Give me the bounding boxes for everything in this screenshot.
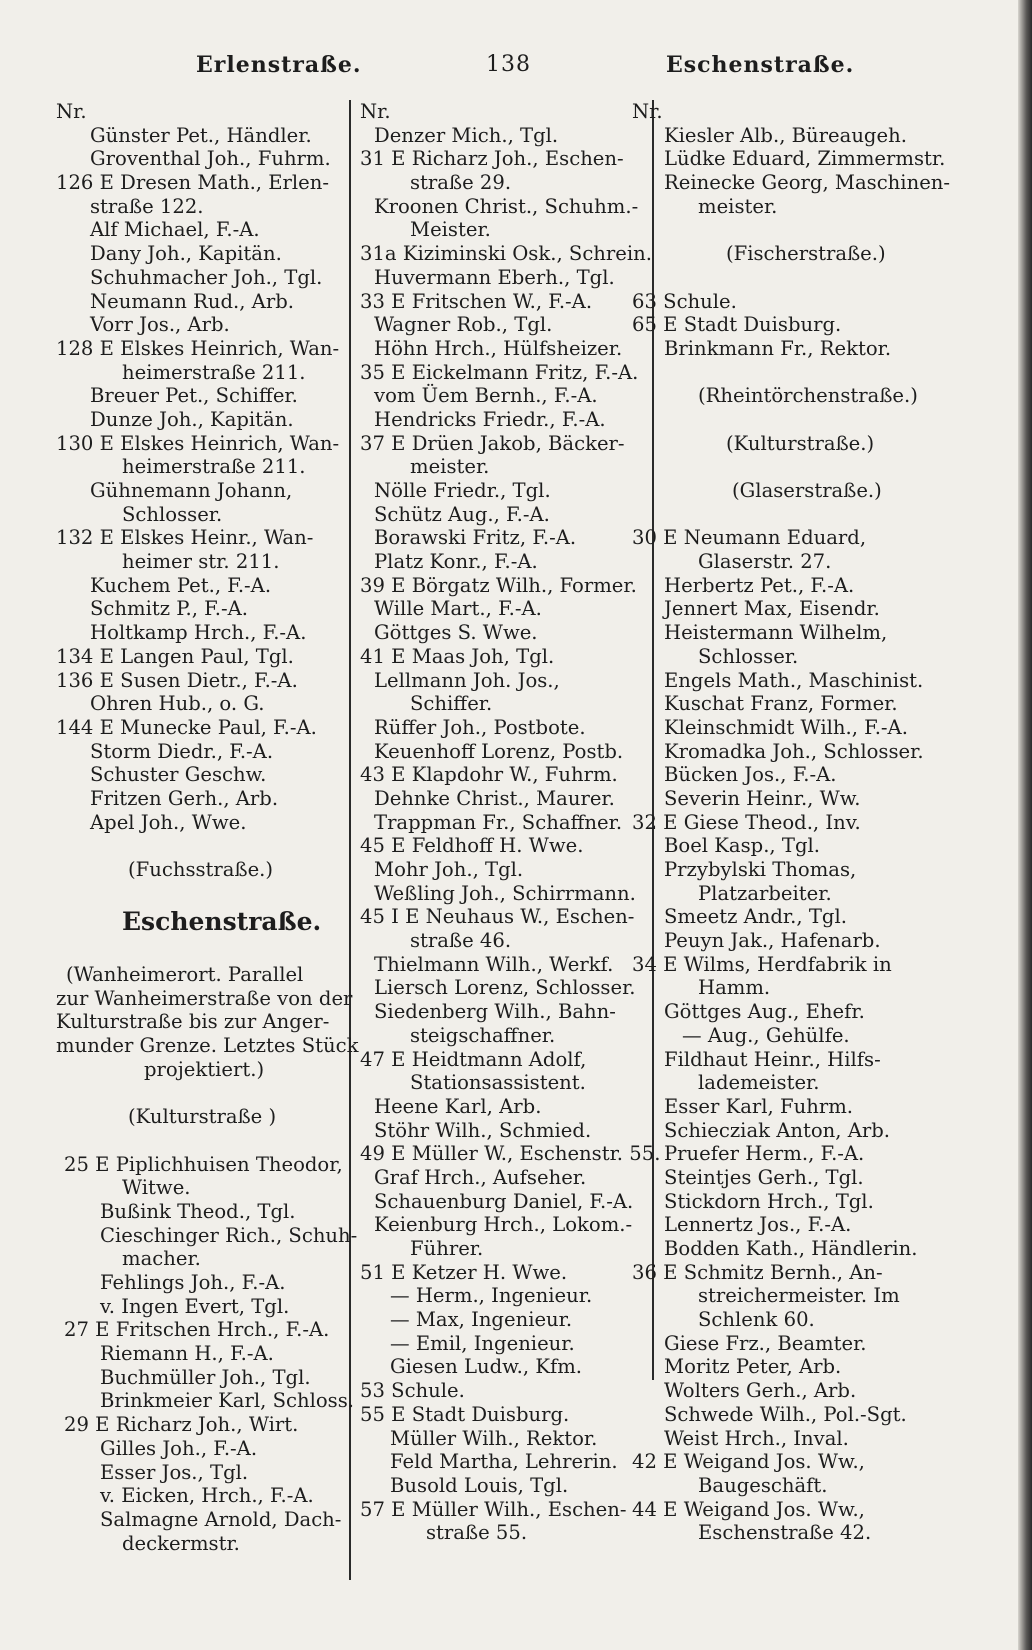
page-number: 138 [486, 52, 531, 77]
directory-line: 31 E Richarz Joh., Eschen- [360, 147, 624, 171]
directory-line: Boel Kasp., Tgl. [664, 834, 820, 858]
directory-line: — Emil, Ingenieur. [390, 1331, 575, 1355]
directory-line: (Fuchsstraße.) [128, 858, 274, 881]
directory-line: Kromadka Joh., Schlosser. [664, 739, 924, 763]
directory-line: Keuenhoff Lorenz, Postb. [374, 739, 624, 763]
directory-line: Riemann H., F.-A. [100, 1342, 274, 1366]
directory-line: Liersch Lorenz, Schlosser. [374, 976, 636, 1000]
directory-line: Herbertz Pet., F.-A. [664, 573, 855, 597]
directory-line: 42 E Weigand Jos. Ww., [632, 1450, 865, 1474]
directory-line: — Aug., Gehülfe. [682, 1023, 850, 1047]
directory-line: 47 E Heidtmann Adolf, [360, 1047, 587, 1071]
directory-line: lademeister. [698, 1071, 820, 1095]
directory-line: Esser Jos., Tgl. [100, 1460, 249, 1484]
directory-line: Kleinschmidt Wilh., F.-A. [664, 715, 908, 739]
directory-line: (Wanheimerort. Parallel [66, 963, 304, 987]
directory-line: Schuster Geschw. [90, 763, 267, 787]
directory-line: Hamm. [698, 976, 771, 1000]
directory-line: Huvermann Eberh., Tgl. [374, 265, 615, 289]
directory-line: Schlosser. [698, 644, 799, 668]
directory-line: Dehnke Christ., Maurer. [374, 786, 615, 810]
directory-line [632, 408, 962, 432]
directory-line: Peuyn Jak., Hafenarb. [664, 929, 881, 953]
directory-line: Lellmann Joh. Jos., [374, 668, 560, 692]
directory-line: 36 E Schmitz Bernh., An- [632, 1260, 883, 1284]
directory-line: meister. [410, 455, 490, 479]
directory-line: 57 E Müller Wilh., Eschen- [360, 1497, 627, 1521]
directory-line: steigschaffner. [410, 1023, 556, 1047]
directory-line [632, 361, 962, 385]
directory-line: 130 E Elskes Heinrich, Wan- [56, 431, 340, 455]
directory-line: Weist Hrch., Inval. [664, 1426, 849, 1450]
directory-line: macher. [122, 1247, 201, 1271]
directory-line: Storm Diedr., F.-A. [90, 739, 274, 763]
directory-line: Schütz Aug., F.-A. [374, 502, 550, 526]
directory-line: (Glaserstraße.) [732, 479, 882, 502]
directory-line [56, 1129, 356, 1153]
directory-line: Reinecke Georg, Maschinen- [664, 171, 951, 195]
directory-line: Trappman Fr., Schaffner. [374, 810, 623, 834]
directory-line: 65 E Stadt Duisburg. [632, 313, 842, 337]
directory-line: Schwede Wilh., Pol.-Sgt. [664, 1402, 907, 1426]
directory-line: Alf Michael, F.-A. [90, 218, 260, 242]
directory-line: v. Ingen Evert, Tgl. [100, 1294, 290, 1318]
directory-line: Nr. [56, 100, 87, 123]
directory-line: Nr. [360, 100, 391, 123]
directory-line [632, 503, 962, 527]
directory-line: — Max, Ingenieur. [390, 1308, 573, 1332]
directory-line: Steintjes Gerh., Tgl. [664, 1165, 864, 1189]
directory-line: straße 122. [90, 194, 204, 218]
directory-line: 29 E Richarz Joh., Wirt. [64, 1413, 299, 1437]
directory-line: 32 E Giese Theod., Inv. [632, 810, 861, 834]
directory-line [56, 939, 356, 963]
directory-line [632, 455, 962, 479]
directory-line: Dunze Joh., Kapitän. [90, 407, 294, 431]
directory-line: Höhn Hrch., Hülfsheizer. [374, 336, 623, 360]
directory-line: Schiffer. [410, 692, 493, 716]
directory-line: vom Üem Bernh., F.-A. [374, 384, 598, 408]
directory-line: Borawski Fritz, F.-A. [374, 526, 577, 550]
directory-line: 30 E Neumann Eduard, [632, 526, 867, 550]
directory-line: projektiert.) [144, 1057, 265, 1081]
directory-line: Feld Martha, Lehrerin. [390, 1450, 618, 1474]
directory-line: 37 E Drüen Jakob, Bäcker- [360, 431, 625, 455]
directory-line: Fildhaut Heinr., Hilfs- [664, 1047, 881, 1071]
directory-line: 136 E Susen Dietr., F.-A. [56, 668, 298, 692]
directory-line: 45 E Feldhoff H. Wwe. [360, 834, 584, 858]
column-1 [56, 100, 359, 1555]
directory-line: Severin Heinr., Ww. [664, 786, 861, 810]
directory-line: Witwe. [122, 1176, 191, 1200]
directory-line: Esser Karl, Fuhrm. [664, 1094, 854, 1118]
directory-line: Keienburg Hrch., Lokom.- [374, 1213, 633, 1237]
directory-line: Göttges Aug., Ehefr. [664, 1000, 865, 1024]
directory-line: Fritzen Gerh., Arb. [90, 786, 279, 810]
directory-line: Stickdorn Hrch., Tgl. [664, 1189, 874, 1213]
directory-line: Przybylski Thomas, [664, 858, 857, 881]
directory-line: (Kulturstraße.) [726, 431, 875, 455]
directory-line: Hendricks Friedr., F.-A. [374, 407, 606, 431]
directory-line: (Rheintörchenstraße.) [698, 384, 918, 408]
directory-line: Kuschat Franz, Former. [664, 692, 898, 716]
directory-line: Heene Karl, Arb. [374, 1094, 542, 1118]
directory-line: Ohren Hub., o. G. [90, 692, 265, 716]
directory-line: 63 Schule. [632, 289, 737, 313]
directory-line: 25 E Piplichhuisen Theodor, [64, 1152, 343, 1176]
directory-line: Giesen Ludw., Kfm. [390, 1355, 583, 1379]
directory-line: Neumann Rud., Arb. [90, 289, 294, 313]
directory-line: munder Grenze. Letztes Stück [56, 1034, 359, 1058]
directory-line: Schmitz P., F.-A. [90, 597, 248, 621]
directory-line: 41 E Maas Joh, Tgl. [360, 644, 555, 668]
directory-line: Giese Frz., Beamter. [664, 1331, 867, 1355]
directory-line: Wille Mart., F.-A. [374, 597, 542, 621]
directory-line: Gühnemann Johann, [90, 479, 293, 502]
directory-line: streichermeister. Im [698, 1284, 900, 1308]
directory-line: 51 E Ketzer H. Wwe. [360, 1260, 568, 1284]
directory-line: Glaserstr. 27. [698, 550, 832, 574]
directory-line: Siedenberg Wilh., Bahn- [374, 1000, 616, 1024]
directory-line: Busold Louis, Tgl. [390, 1473, 569, 1497]
directory-line [632, 218, 962, 242]
page-header [0, 52, 1000, 82]
directory-line: 27 E Fritschen Hrch., F.-A. [64, 1318, 330, 1342]
directory-line: (Kulturstraße ) [128, 1105, 277, 1129]
directory-line: 126 E Dresen Math., Erlen- [56, 171, 330, 195]
directory-line: Apel Joh., Wwe. [90, 810, 247, 834]
directory-line: Moritz Peter, Arb. [664, 1355, 842, 1379]
directory-line: Bücken Jos., F.-A. [664, 763, 837, 787]
column-2 [360, 100, 661, 1545]
directory-line: Gilles Joh., F.-A. [100, 1436, 258, 1460]
directory-line: Müller Wilh., Rektor. [390, 1426, 598, 1450]
directory-line: Bodden Kath., Händlerin. [664, 1237, 918, 1260]
directory-line: Brinkmeier Karl, Schloss. [100, 1389, 354, 1413]
directory-line: Engels Math., Maschinist. [664, 668, 924, 692]
book-edge [1018, 0, 1032, 1650]
directory-line [56, 882, 356, 906]
directory-line: Vorr Jos., Arb. [90, 313, 230, 337]
directory-line: heimer str. 211. [122, 550, 280, 574]
directory-line: Platz Konr., F.-A. [374, 550, 538, 574]
directory-line: heimerstraße 211. [122, 455, 306, 479]
directory-line: 128 E Elskes Heinrich, Wan- [56, 336, 340, 360]
directory-line: Denzer Mich., Tgl. [374, 123, 559, 147]
directory-line: Stationsassistent. [410, 1071, 586, 1095]
directory-line: Smeetz Andr., Tgl. [664, 905, 847, 929]
directory-line: Kuchem Pet., F.-A. [90, 573, 272, 597]
directory-line: Lennertz Jos., F.-A. [664, 1213, 852, 1237]
directory-line: 144 E Munecke Paul, F.-A. [56, 715, 317, 739]
directory-line: Jennert Max, Eisendr. [664, 597, 880, 621]
directory-line: Schiecziak Anton, Arb. [664, 1118, 891, 1142]
directory-line: Breuer Pet., Schiffer. [90, 384, 298, 408]
directory-line: Rüffer Joh., Postbote. [374, 715, 586, 739]
directory-line: Salmagne Arnold, Dach- [100, 1507, 342, 1531]
directory-line: Thielmann Wilh., Werkf. [374, 952, 614, 976]
directory-line: straße 29. [410, 171, 512, 195]
directory-line: Holtkamp Hrch., F.-A. [90, 621, 307, 645]
directory-line: Günster Pet., Händler. [90, 123, 312, 147]
directory-line: Führer. [410, 1237, 484, 1260]
directory-line [632, 266, 962, 290]
directory-line: Schlenk 60. [698, 1308, 815, 1332]
directory-line: Schauenburg Daniel, F.-A. [374, 1189, 634, 1213]
directory-line: 43 E Klapdohr W., Fuhrm. [360, 763, 618, 787]
directory-line: 55 E Stadt Duisburg. [360, 1402, 570, 1426]
directory-line: Meister. [410, 218, 491, 242]
directory-line: Wolters Gerh., Arb. [664, 1379, 857, 1403]
directory-line: 44 E Weigand Jos. Ww., [632, 1497, 865, 1521]
directory-line: v. Eicken, Hrch., F.-A. [100, 1484, 314, 1508]
directory-line [56, 1082, 356, 1106]
directory-line: Nr. [632, 100, 663, 123]
directory-line: — Herm., Ingenieur. [390, 1284, 593, 1308]
directory-line: Groventhal Joh., Fuhrm. [90, 147, 331, 171]
directory-line: straße 46. [410, 929, 512, 953]
directory-line: 31a Kiziminski Osk., Schrein. [360, 242, 652, 266]
directory-line: Weßling Joh., Schirrmann. [374, 881, 636, 905]
directory-line: Brinkmann Fr., Rektor. [664, 336, 892, 360]
header-left-street: Erlenstraße. [196, 52, 362, 78]
directory-line: straße 55. [426, 1521, 528, 1545]
directory-line: heimerstraße 211. [122, 360, 306, 384]
directory-line: Kiesler Alb., Büreaugeh. [664, 123, 907, 147]
directory-line: Wagner Rob., Tgl. [374, 313, 553, 337]
directory-line: 35 E Eickelmann Fritz, F.-A. [360, 360, 639, 384]
directory-line: Lüdke Eduard, Zimmermstr. [664, 147, 946, 171]
directory-line: (Fischerstraße.) [726, 242, 886, 266]
directory-line: Baugeschäft. [698, 1473, 828, 1497]
column-3 [632, 100, 962, 1545]
directory-line: Nölle Friedr., Tgl. [374, 479, 551, 502]
directory-line: Kroonen Christ., Schuhm.- [374, 194, 639, 218]
directory-line: Cieschinger Rich., Schuh- [100, 1223, 358, 1247]
header-right-street: Eschenstraße. [666, 52, 855, 78]
directory-line: 45 I E Neuhaus W., Eschen- [360, 905, 635, 929]
directory-line: 39 E Börgatz Wilh., Former. [360, 573, 637, 597]
directory-line: Eschenstraße 42. [698, 1521, 872, 1545]
directory-line: 34 E Wilms, Herdfabrik in [632, 952, 892, 976]
directory-line: Dany Joh., Kapitän. [90, 242, 282, 266]
directory-line: 53 Schule. [360, 1379, 465, 1403]
directory-line: 132 E Elskes Heinr., Wan- [56, 526, 314, 550]
directory-line: zur Wanheimerstraße von der [56, 986, 353, 1010]
directory-line: Heistermann Wilhelm, [664, 621, 888, 645]
directory-line: Buchmüller Joh., Tgl. [100, 1365, 311, 1389]
directory-line: Mohr Joh., Tgl. [374, 858, 524, 881]
directory-line: Schuhmacher Joh., Tgl. [90, 265, 323, 289]
directory-line: meister. [698, 194, 778, 218]
directory-line: Stöhr Wilh., Schmied. [374, 1118, 592, 1142]
directory-line: Bußink Theod., Tgl. [100, 1199, 296, 1223]
directory-line: 33 E Fritschen W., F.-A. [360, 289, 593, 313]
section-heading: Eschenstraße. [122, 907, 322, 937]
directory-line [56, 834, 356, 858]
directory-line: Pruefer Herm., F.-A. [664, 1142, 865, 1166]
directory-line: Platzarbeiter. [698, 881, 832, 905]
directory-line: deckermstr. [122, 1531, 240, 1555]
directory-line: Fehlings Joh., F.-A. [100, 1271, 286, 1294]
directory-line: 134 E Langen Paul, Tgl. [56, 644, 294, 668]
directory-line: 49 E Müller W., Eschenstr. 55. [360, 1142, 661, 1166]
directory-line: Graf Hrch., Aufseher. [374, 1165, 587, 1189]
directory-line: Göttges S. Wwe. [374, 621, 538, 645]
directory-line: Schlosser. [122, 502, 223, 526]
directory-line: Kulturstraße bis zur Anger- [56, 1010, 330, 1034]
